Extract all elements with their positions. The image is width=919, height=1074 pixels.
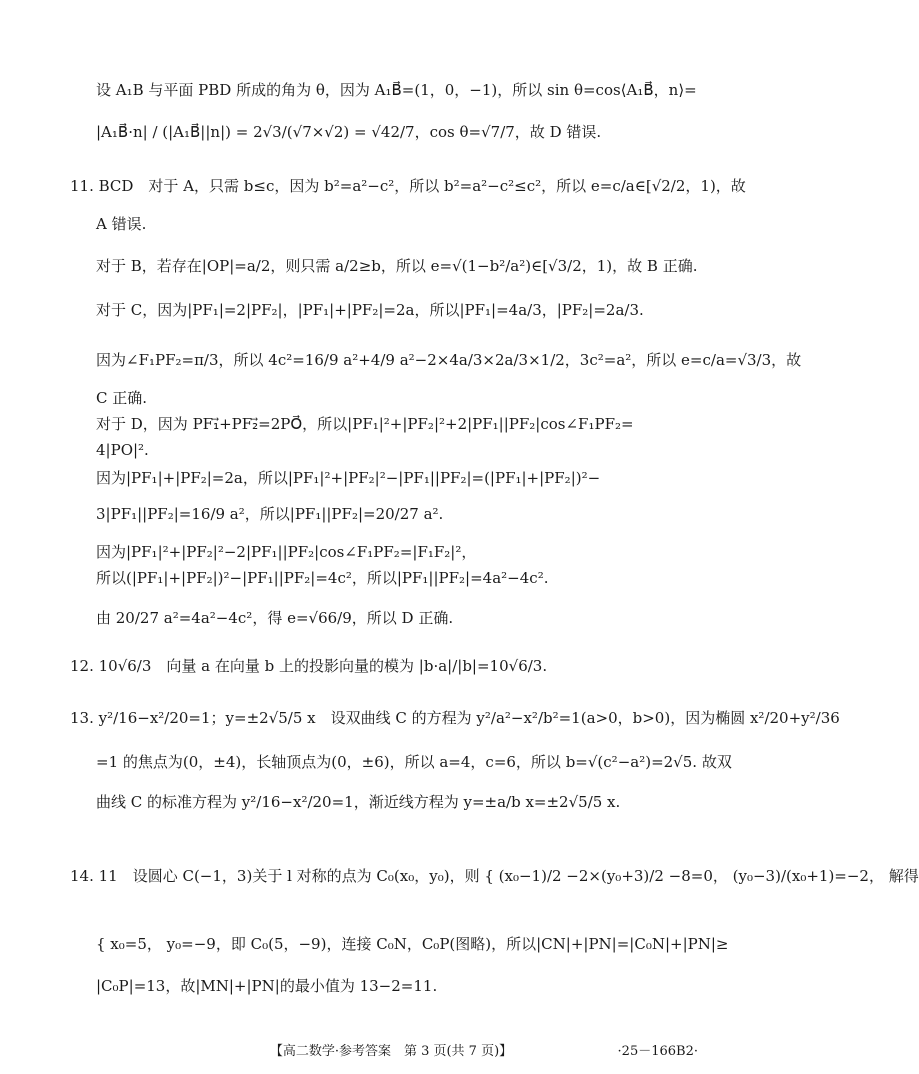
- text-line: 对于 D，因为 PF₁⃗+PF₂⃗=2PO⃗，所以|PF₁|²+|PF₂|²+2|PF₁||PF₂|cos∠F₁PF₂=: [96, 415, 634, 433]
- answer-13-line: 13. y²/16−x²/20=1；y=±2√5/5 x 设双曲线 C 的方程为 y²/a²−x²/b²=1(a>0，b>0)，因为椭圆 x²/20+y²/36: [70, 709, 840, 727]
- text-line: A 错误.: [96, 215, 147, 233]
- text-line: 所以(|PF₁|+|PF₂|)²−|PF₁||PF₂|=4c²，所以|PF₁||PF₂|=4a²−4c².: [96, 569, 549, 587]
- text-line: 4|PO|².: [96, 441, 149, 459]
- text-line: 3|PF₁||PF₂|=16/9 a²，所以|PF₁||PF₂|=20/27 a².: [96, 505, 444, 523]
- text-line: |A₁B⃗·n| / (|A₁B⃗||n|) = 2√3/(√7×√2) = √42/7，cos θ=√7/7，故 D 错误.: [96, 123, 602, 141]
- footer-page-info: 【高二数学·参考答案 第 3 页(共 7 页)】: [269, 1044, 513, 1059]
- answer-11-line: 11. BCD 对于 A，只需 b≤c，因为 b²=a²−c²，所以 b²=a²−c²≤c²，所以 e=c/a∈[√2/2，1)，故: [70, 177, 746, 195]
- footer-code: ·25－166B2·: [617, 1044, 698, 1059]
- answer-12-line: 12. 10√6/3 向量 a 在向量 b 上的投影向量的模为 |b·a|/|b|=10√6/3.: [70, 657, 548, 675]
- answer-14-line: 14. 11 设圆心 C(−1，3)关于 l 对称的点为 C₀(x₀，y₀)，则 { (x₀−1)/2 −2×(y₀+3)/2 −8=0， (y₀−3)/(x₀+1)=−2， 解得: [70, 867, 919, 885]
- text-line: 因为∠F₁PF₂=π/3，所以 4c²=16/9 a²+4/9 a²−2×4a/3×2a/3×1/2，3c²=a²，所以 e=c/a=√3/3，故: [96, 351, 802, 369]
- text-line: 设 A₁B 与平面 PBD 所成的角为 θ，因为 A₁B⃗=(1，0，−1)，所以 sin θ=cos⟨A₁B⃗，n⟩=: [96, 81, 697, 99]
- page-footer: [0, 1042, 764, 1062]
- text-line: 对于 C，因为|PF₁|=2|PF₂|，|PF₁|+|PF₂|=2a，所以|PF₁|=4a/3，|PF₂|=2a/3.: [96, 301, 644, 319]
- text-line: =1 的焦点为(0，±4)，长轴顶点为(0，±6)，所以 a=4，c=6，所以 b=√(c²−a²)=2√5. 故双: [96, 753, 732, 771]
- text-line: { x₀=5， y₀=−9，即 C₀(5，−9)，连接 C₀N，C₀P(图略)，所以|CN|+|PN|=|C₀N|+|PN|≥: [96, 935, 729, 953]
- text-line: C 正确.: [96, 389, 148, 407]
- text-line: 由 20/27 a²=4a²−4c²，得 e=√66/9，所以 D 正确.: [96, 609, 454, 627]
- text-line: 曲线 C 的标准方程为 y²/16−x²/20=1，渐近线方程为 y=±a/b x=±2√5/5 x.: [96, 793, 621, 811]
- text-line: |C₀P|=13，故|MN|+|PN|的最小值为 13−2=11.: [96, 977, 438, 995]
- text-line: 对于 B，若存在|OP|=a/2，则只需 a/2≥b，所以 e=√(1−b²/a²)∈[√3/2，1)，故 B 正确.: [96, 257, 698, 275]
- text-line: 因为|PF₁|+|PF₂|=2a，所以|PF₁|²+|PF₂|²−|PF₁||PF₂|=(|PF₁|+|PF₂|)²−: [96, 469, 601, 487]
- text-line: 因为|PF₁|²+|PF₂|²−2|PF₁||PF₂|cos∠F₁PF₂=|F₁F₂|²，: [96, 543, 477, 561]
